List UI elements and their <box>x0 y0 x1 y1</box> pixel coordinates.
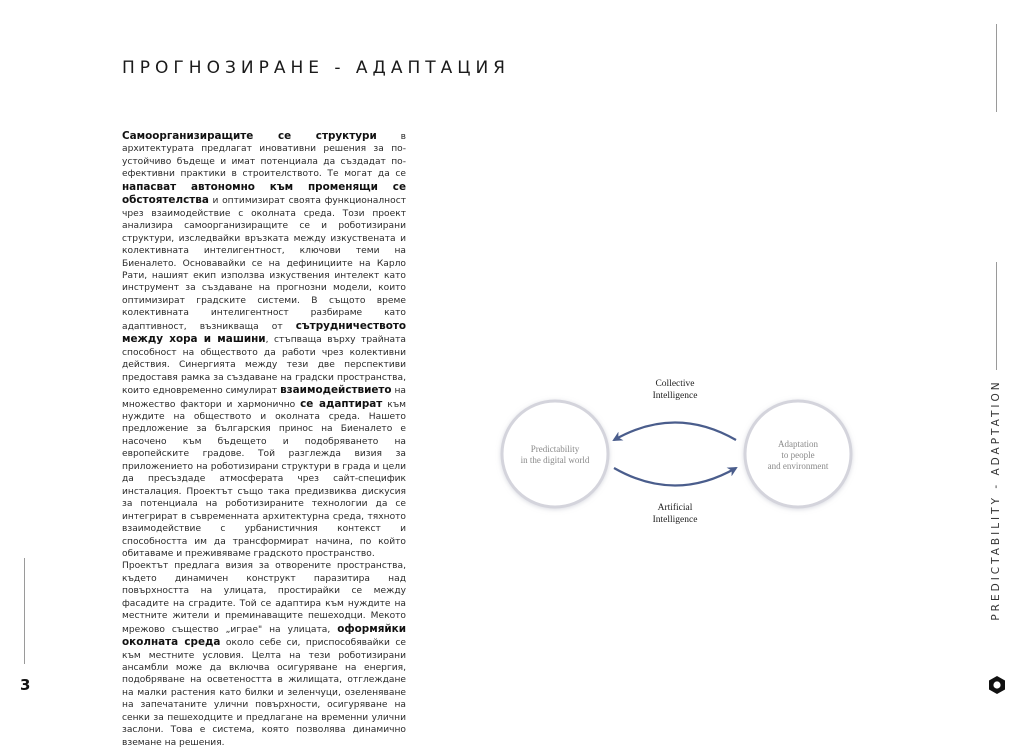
page-title: ПРОГНОЗИРАНЕ - АДАПТАЦИЯ <box>122 58 510 78</box>
body-text-segment: и оптимизират своята функционалност чрез взаимодействие с околната среда. Този проект анализира самоорганизиращите се и роботизирани структури, изследвайки връзката между изкуствената и колективната интелигентност, ключови теми на Биеналето. Основавайки се на дефинициите на Карло Рати, нашият екип използва изкуствения интелект като инструмент за създаване на прогнозни модели, които оптимизират градските системи. В същото време колективната интелигентност разбираме като адаптивност, възникваща от <box>122 196 406 332</box>
top-right-divider <box>996 24 997 112</box>
side-label: PREDICTABILITY - ADAPTATION <box>990 379 1002 621</box>
collective-intelligence-label: Collective <box>655 379 695 389</box>
left-circle <box>502 401 608 507</box>
right-circle-label: to people <box>781 450 815 460</box>
body-text-segment: , стъпваща върху трайната способност на обществото да работи чрез колективни действия. Синергията между тези две перспективи предоставя рамка за създаване на градски пространства, които едновременно симулират <box>122 335 406 397</box>
left-bottom-divider <box>24 558 25 664</box>
emphasis-text: взаимодействието <box>280 384 392 397</box>
emphasis-text: Самоорганизиращите се структури <box>122 130 377 142</box>
right-circle-label: Adaptation <box>778 439 818 449</box>
emphasis-text: се адаптират <box>300 397 383 410</box>
body-text-segment: на множество фактори и хармонично <box>122 386 406 410</box>
arrow-collective-intelligence <box>614 423 736 441</box>
right-circle-label: and environment <box>767 461 829 471</box>
emphasis-text: напасват автономно към променящи се обстоятелства <box>122 180 406 207</box>
artificial-intelligence-label: Intelligence <box>652 515 698 525</box>
artificial-intelligence-label: Artificial <box>657 503 693 513</box>
left-circle-label: in the digital world <box>520 455 590 465</box>
hexagon-logo-icon <box>987 675 1007 695</box>
paragraph-1 <box>122 130 406 560</box>
arrow-artificial-intelligence <box>614 468 736 486</box>
body-text-segment: към нуждите на обществото и околната среда. Нашето предложение за българския принос на Биеналето е насочено към бъдещето и подобряването на европейските градове. Той разглежда визия за приложението на роботизирани структури в града и цели да пресъздаде атмосферата чрез сайт-специфик инсталация. Проектът също така предизвиква дискусия за потенциала на роботизираните технологии да се интегрират в съвременната архитектурна среда, тяхното взаимодействие с урбанистичния контекст и способността им да трансформират начина, по който обитаваме и преживяваме градското пространство. <box>122 399 406 559</box>
paragraph-2 <box>122 560 406 749</box>
body-text <box>122 130 406 749</box>
body-text-segment: в архитектурата предлагат иновативни решения за по-устойчиво бъдеще и имат потенциала да създадат по- ефективни практики в строителството. Те могат да се <box>122 132 406 180</box>
right-mid-divider <box>996 262 997 370</box>
emphasis-text: оформяйки околната среда <box>122 622 406 649</box>
left-circle-label: Predictability <box>530 444 580 454</box>
body-text-segment: Проектът предлага визия за отворените пространства, където динамичен конструкт паразитира над повърхността на улицата, простирайки се между фасадите на сградите. Той се адаптира към нуждите на местните жители и преминаващите пешеходци. Мекото мрежово същество „играе" на улицата, <box>122 561 406 635</box>
diagram-svg <box>480 360 860 540</box>
collective-intelligence-label: Intelligence <box>652 391 698 401</box>
page-number: 3 <box>20 676 31 694</box>
diagram <box>480 360 860 544</box>
body-text-segment: около себе си, приспособявайки се към местните условия. Целта на тези роботизирани ансамбли може да включва осигуряване на енергия, подобряване на осветеността в жилищата, отглеждане на малки растения като билки и зеленчуци, озеленяване на запечатаните улични повърхности, осигуряване на сенки за пешеходците и предлагане на временни улични заслони. Това е система, която позволява динамично вземане на решения. <box>122 638 406 748</box>
emphasis-text: сътрудничеството между хора и машини <box>122 319 406 346</box>
